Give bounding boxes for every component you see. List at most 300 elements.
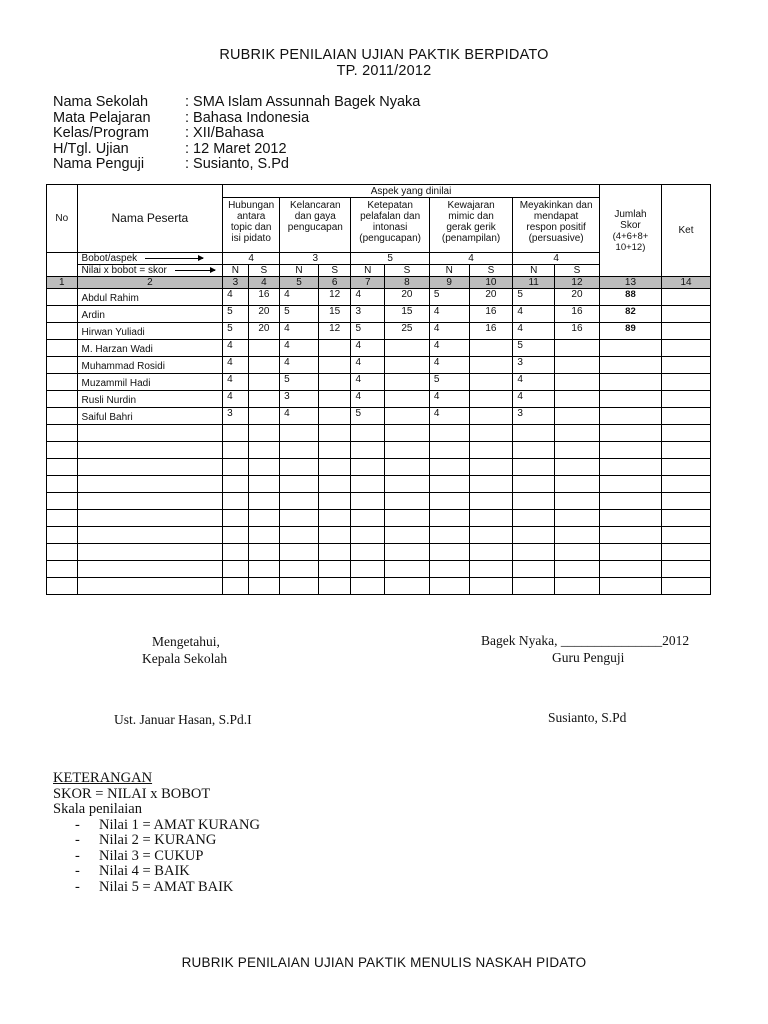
skor-cell: 16 — [469, 323, 513, 340]
empty-cell — [318, 510, 351, 527]
scale-item — [53, 880, 260, 896]
column-number: 1 — [47, 277, 78, 289]
empty-cell — [318, 459, 351, 476]
document-title: RUBRIK PENILAIAN UJIAN PAKTIK BERPIDATO — [219, 47, 549, 63]
nilai-cell: 4 — [280, 323, 319, 340]
aspect-line: Hubungan — [228, 200, 275, 211]
nilai-cell: 5 — [223, 323, 248, 340]
empty-cell — [662, 544, 711, 561]
scale-item-text: Nilai 1 = AMAT KURANG — [99, 816, 260, 833]
nilai-cell: 5 — [351, 408, 385, 425]
empty-cell — [280, 476, 319, 493]
nilai-cell: 4 — [223, 391, 248, 408]
nilai-cell: 5 — [513, 289, 555, 306]
bobot-row-label — [77, 253, 223, 265]
skor-cell — [555, 374, 600, 391]
nilai-cell: 4 — [429, 408, 469, 425]
approval-label: Mengetahui, — [152, 634, 220, 649]
bullet-dash: - — [75, 863, 80, 879]
table-row — [47, 306, 711, 323]
skor-cell — [248, 408, 280, 425]
empty-cell — [469, 578, 513, 595]
empty-cell — [47, 493, 78, 510]
row-number — [47, 408, 78, 425]
empty-cell — [513, 425, 555, 442]
row-number — [47, 340, 78, 357]
scale-item-text: Nilai 4 = BAIK — [99, 863, 190, 879]
empty-cell — [77, 544, 223, 561]
empty-cell — [351, 510, 385, 527]
nilai-row-label — [77, 265, 223, 277]
skor-cell — [318, 374, 351, 391]
row-number — [47, 357, 78, 374]
empty-cell — [513, 493, 555, 510]
nilai-cell: 4 — [429, 357, 469, 374]
aspect-line: Kelancaran — [290, 200, 341, 211]
empty-cell — [662, 476, 711, 493]
skor-cell — [385, 408, 430, 425]
empty-cell — [280, 425, 319, 442]
empty-cell — [599, 442, 661, 459]
bullet-dash: - — [75, 816, 80, 833]
jumlah-line: Jumlah — [614, 208, 647, 220]
skor-cell — [469, 374, 513, 391]
empty-cell — [351, 544, 385, 561]
scale-item-text: Nilai 5 = AMAT BAIK — [99, 878, 234, 895]
bobot-value: 4 — [429, 253, 512, 265]
jumlah-line: Skor — [620, 219, 641, 231]
empty-row — [47, 510, 711, 527]
empty-cell — [351, 459, 385, 476]
column-number: 2 — [77, 277, 223, 289]
arrow-icon — [175, 270, 215, 271]
nilai-cell: 4 — [280, 357, 319, 374]
aspect-name — [513, 198, 600, 253]
empty-cell — [429, 493, 469, 510]
rubric-table — [46, 184, 711, 595]
skor-cell — [555, 391, 600, 408]
name-header: Nama Peserta — [77, 185, 223, 253]
empty-cell — [47, 476, 78, 493]
empty-cell — [555, 544, 600, 561]
empty-cell — [318, 493, 351, 510]
skor-cell — [555, 357, 600, 374]
participant-name: Hirwan Yuliadi — [77, 323, 223, 340]
empty-cell — [280, 442, 319, 459]
bobot-value: 4 — [223, 253, 280, 265]
table-row — [47, 357, 711, 374]
skor-cell — [469, 357, 513, 374]
empty-cell — [469, 493, 513, 510]
ket-cell — [662, 357, 711, 374]
scale-item-text: Nilai 3 = CUKUP — [99, 847, 204, 864]
empty-cell — [662, 442, 711, 459]
nilai-cell: 4 — [513, 391, 555, 408]
no-header: No — [47, 185, 78, 253]
participant-name: Abdul Rahim — [77, 289, 223, 306]
empty-cell — [77, 493, 223, 510]
nilai-cell: 4 — [513, 306, 555, 323]
nilai-cell: 5 — [280, 306, 319, 323]
empty-cell — [513, 527, 555, 544]
empty-cell — [385, 561, 430, 578]
skor-cell: 20 — [248, 306, 280, 323]
bullet-dash: - — [75, 832, 80, 848]
empty-cell — [599, 425, 661, 442]
total-score — [599, 408, 661, 425]
column-number: 3 — [223, 277, 248, 289]
skor-cell — [248, 357, 280, 374]
aspect-name — [429, 198, 512, 253]
empty-cell — [469, 476, 513, 493]
empty-cell — [47, 459, 78, 476]
info-value: : XII/Bahasa — [185, 125, 264, 141]
column-number: 12 — [555, 277, 600, 289]
skor-cell — [469, 340, 513, 357]
empty-cell — [248, 561, 280, 578]
row-number — [47, 306, 78, 323]
info-value: : Bahasa Indonesia — [185, 109, 310, 126]
aspect-name — [351, 198, 429, 253]
nilai-cell: 4 — [513, 374, 555, 391]
empty-cell — [555, 459, 600, 476]
skor-cell — [385, 340, 430, 357]
row-number — [47, 323, 78, 340]
keterangan-section — [53, 771, 260, 895]
info-label: H/Tgl. Ujian — [53, 140, 129, 157]
aspect-line: mendapat — [533, 211, 579, 222]
skor-cell: 12 — [318, 323, 351, 340]
empty-cell — [47, 578, 78, 595]
ket-cell — [662, 306, 711, 323]
skor-cell: 15 — [385, 306, 430, 323]
nilai-cell: 5 — [429, 374, 469, 391]
empty-cell — [280, 459, 319, 476]
total-score: 89 — [599, 323, 661, 340]
empty-cell — [469, 459, 513, 476]
nilai-cell: 4 — [280, 340, 319, 357]
empty-row — [47, 578, 711, 595]
document-subtitle: TP. 2011/2012 — [336, 63, 432, 79]
scale-title: Skala penilaian — [53, 801, 142, 817]
nilai-cell: 3 — [513, 357, 555, 374]
ket-cell — [662, 374, 711, 391]
empty-cell — [77, 510, 223, 527]
info-row — [53, 157, 420, 173]
empty-cell — [280, 561, 319, 578]
aspect-line: gerak gerik — [446, 222, 496, 233]
empty-cell — [280, 510, 319, 527]
empty-cell — [248, 493, 280, 510]
nilai-cell: 4 — [429, 323, 469, 340]
empty-row — [47, 476, 711, 493]
empty-cell — [223, 578, 248, 595]
empty-cell — [318, 544, 351, 561]
nilai-cell: 5 — [429, 289, 469, 306]
info-row — [53, 95, 420, 111]
empty-cell — [248, 425, 280, 442]
principal-name: Ust. Januar Hasan, S.Pd.I — [114, 712, 252, 727]
nilai-cell: 4 — [429, 340, 469, 357]
nilai-cell: 4 — [351, 374, 385, 391]
examiner-name: Susianto, S.Pd — [548, 710, 627, 725]
empty-row — [47, 544, 711, 561]
empty-cell — [47, 561, 78, 578]
empty-cell — [77, 476, 223, 493]
empty-cell — [248, 442, 280, 459]
scale-item — [53, 818, 260, 834]
nilai-cell: 3 — [351, 306, 385, 323]
row-number — [47, 391, 78, 408]
empty-cell — [555, 425, 600, 442]
empty-cell — [555, 476, 600, 493]
info-row — [53, 126, 420, 142]
table-row — [47, 340, 711, 357]
skor-cell: 20 — [469, 289, 513, 306]
empty-cell — [599, 561, 661, 578]
skor-cell — [248, 374, 280, 391]
skor-cell: 16 — [248, 289, 280, 306]
empty-cell — [429, 561, 469, 578]
nilai-cell: 4 — [513, 323, 555, 340]
empty-cell — [77, 425, 223, 442]
info-value: : 12 Maret 2012 — [185, 140, 287, 157]
skor-cell: 16 — [555, 323, 600, 340]
empty-cell — [318, 476, 351, 493]
nilai-cell: 4 — [429, 306, 469, 323]
aspect-line: Kewajaran — [447, 200, 495, 211]
empty-cell — [599, 476, 661, 493]
empty-cell — [469, 510, 513, 527]
column-number: 5 — [280, 277, 319, 289]
empty-cell — [513, 459, 555, 476]
column-number: 9 — [429, 277, 469, 289]
skor-cell — [469, 391, 513, 408]
aspect-header: Aspek yang dinilai — [223, 185, 600, 198]
aspect-line: dan gaya — [294, 211, 336, 222]
aspect-line: topic dan — [230, 222, 272, 233]
score-formula: SKOR = NILAI x BOBOT — [53, 785, 211, 802]
s-label: S — [248, 265, 280, 277]
info-label: Nama Sekolah — [53, 94, 149, 110]
empty-row — [47, 493, 711, 510]
total-score: 88 — [599, 289, 661, 306]
empty-cell — [47, 527, 78, 544]
empty-row — [47, 459, 711, 476]
n-label: N — [429, 265, 469, 277]
scale-list — [53, 818, 260, 896]
empty-cell — [77, 578, 223, 595]
nilai-cell: 3 — [223, 408, 248, 425]
empty-cell — [248, 544, 280, 561]
aspect-line: (penampilan) — [441, 233, 501, 244]
aspect-line: pelafalan dan — [360, 211, 421, 222]
empty-cell — [351, 442, 385, 459]
empty-cell — [351, 561, 385, 578]
nilai-label-text: Nilai x bobot = skor — [81, 265, 167, 276]
nilai-cell: 4 — [429, 391, 469, 408]
skor-cell: 20 — [248, 323, 280, 340]
empty-cell — [280, 527, 319, 544]
n-label: N — [223, 265, 248, 277]
aspect-line: (pengucapan) — [359, 233, 421, 244]
row-number — [47, 289, 78, 306]
info-value: : SMA Islam Assunnah Bagek Nyaka — [185, 94, 421, 110]
total-score — [599, 374, 661, 391]
s-label: S — [469, 265, 513, 277]
empty-cell — [429, 442, 469, 459]
nilai-cell: 5 — [513, 340, 555, 357]
skor-cell — [555, 408, 600, 425]
empty-cell — [351, 527, 385, 544]
empty-cell — [47, 442, 78, 459]
empty-cell — [248, 476, 280, 493]
bullet-dash: - — [75, 878, 80, 895]
empty-cell — [469, 544, 513, 561]
empty-cell — [599, 493, 661, 510]
skor-cell: 16 — [555, 306, 600, 323]
aspect-line: isi pidato — [231, 233, 271, 244]
aspect-line: respon positif — [526, 222, 586, 233]
bobot-value: 5 — [351, 253, 429, 265]
empty-cell — [429, 425, 469, 442]
empty-cell — [351, 578, 385, 595]
empty-cell — [318, 578, 351, 595]
jumlah-line: (4+6+8+ — [612, 230, 649, 242]
empty-cell — [77, 442, 223, 459]
total-score — [599, 357, 661, 374]
empty-cell — [429, 476, 469, 493]
empty-cell — [513, 578, 555, 595]
empty-cell — [555, 442, 600, 459]
empty-cell — [280, 578, 319, 595]
footer-title: RUBRIK PENILAIAN UJIAN PAKTIK MENULIS NASKAH PIDATO — [181, 955, 587, 970]
empty-cell — [429, 510, 469, 527]
empty-cell — [223, 493, 248, 510]
empty-cell — [318, 527, 351, 544]
s-label: S — [555, 265, 600, 277]
skor-cell — [555, 340, 600, 357]
empty-cell — [223, 425, 248, 442]
aspect-line: intonasi — [372, 222, 408, 233]
empty-cell — [429, 527, 469, 544]
column-number: 7 — [351, 277, 385, 289]
bobot-value: 4 — [513, 253, 600, 265]
aspect-line: mimic dan — [448, 211, 494, 222]
empty-cell — [318, 561, 351, 578]
nilai-cell: 4 — [351, 340, 385, 357]
empty-cell — [223, 527, 248, 544]
total-score — [599, 340, 661, 357]
empty-cell — [469, 425, 513, 442]
empty-cell — [513, 561, 555, 578]
empty-cell — [351, 425, 385, 442]
empty-cell — [385, 476, 430, 493]
table-row — [47, 323, 711, 340]
nilai-cell: 3 — [513, 408, 555, 425]
participant-name: Rusli Nurdin — [77, 391, 223, 408]
skor-cell: 20 — [385, 289, 430, 306]
empty-cell — [599, 510, 661, 527]
empty-cell — [351, 476, 385, 493]
empty-cell — [223, 544, 248, 561]
column-number: 10 — [469, 277, 513, 289]
nilai-cell: 4 — [223, 340, 248, 357]
empty-cell — [47, 510, 78, 527]
arrow-icon — [145, 258, 203, 259]
aspect-line: pengucapan — [287, 222, 343, 233]
empty-cell — [385, 578, 430, 595]
skor-cell — [385, 374, 430, 391]
info-value: : Susianto, S.Pd — [185, 156, 289, 172]
empty-cell — [223, 459, 248, 476]
table-row — [47, 408, 711, 425]
empty-cell — [351, 493, 385, 510]
skor-cell — [385, 391, 430, 408]
skor-cell — [318, 340, 351, 357]
table-row — [47, 289, 711, 306]
ket-cell — [662, 340, 711, 357]
skor-cell — [469, 408, 513, 425]
empty-cell — [662, 561, 711, 578]
skor-cell: 25 — [385, 323, 430, 340]
nilai-cell: 4 — [280, 408, 319, 425]
skor-cell — [318, 391, 351, 408]
empty-cell — [429, 544, 469, 561]
empty-cell — [223, 442, 248, 459]
info-label: Kelas/Program — [53, 125, 149, 141]
participant-name: Saiful Bahri — [77, 408, 223, 425]
empty-cell — [555, 578, 600, 595]
column-number: 14 — [662, 277, 711, 289]
nilai-cell: 3 — [280, 391, 319, 408]
skor-cell: 12 — [318, 289, 351, 306]
scale-item — [53, 849, 260, 865]
skor-cell — [248, 340, 280, 357]
skor-cell: 15 — [318, 306, 351, 323]
empty-cell — [513, 510, 555, 527]
empty-cell — [385, 544, 430, 561]
empty-cell — [662, 459, 711, 476]
empty-cell — [513, 544, 555, 561]
empty-cell — [223, 510, 248, 527]
empty-cell — [248, 510, 280, 527]
empty-cell — [223, 561, 248, 578]
empty-cell — [599, 527, 661, 544]
empty-cell — [248, 578, 280, 595]
column-number: 6 — [318, 277, 351, 289]
empty-cell — [662, 493, 711, 510]
empty-cell — [662, 425, 711, 442]
aspect-name — [223, 198, 280, 253]
keterangan-heading: KETERANGAN — [53, 770, 153, 786]
aspect-name — [280, 198, 351, 253]
n-label: N — [280, 265, 319, 277]
ket-cell — [662, 391, 711, 408]
column-number: 8 — [385, 277, 430, 289]
empty-cell — [248, 527, 280, 544]
empty-cell — [77, 459, 223, 476]
empty-cell — [47, 544, 78, 561]
skor-cell — [318, 357, 351, 374]
aspect-line: (persuasive) — [528, 233, 584, 244]
empty-cell — [385, 493, 430, 510]
empty-cell — [599, 544, 661, 561]
empty-cell — [599, 578, 661, 595]
ket-cell — [662, 408, 711, 425]
examiner-title: Guru Penguji — [552, 650, 625, 665]
empty-cell — [280, 493, 319, 510]
